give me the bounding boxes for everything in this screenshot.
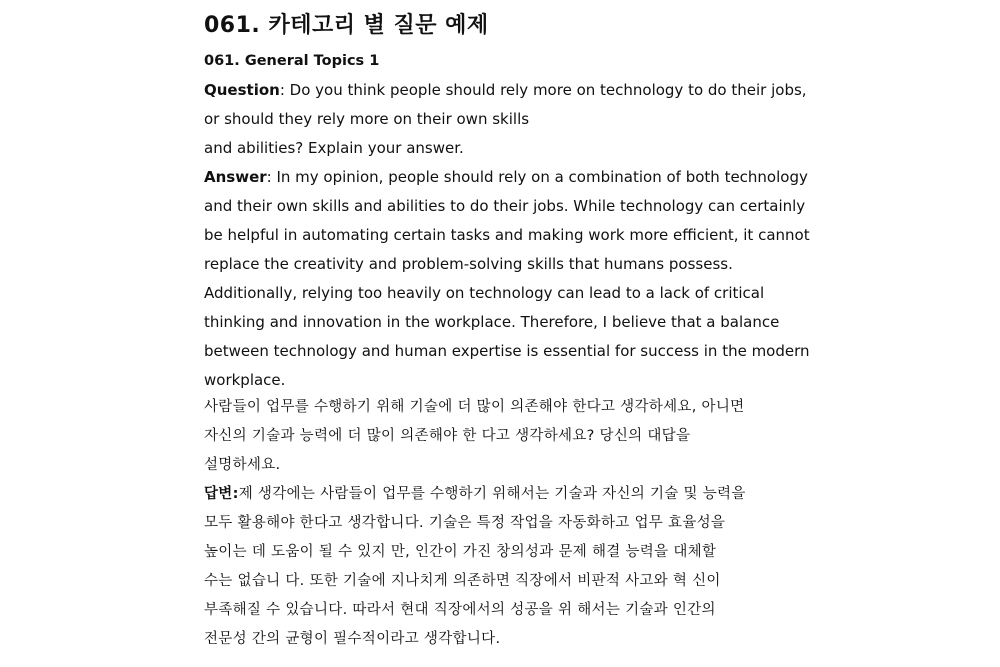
answer-line: and their own skills and abilities to do their jobs. While technology can certainly <box>204 197 806 215</box>
question-line: and abilities? Explain your answer. <box>204 139 464 157</box>
korean-answer-line: 수는 없습니 다. 또한 기술에 지나치게 의존하면 직장에서 비판적 사고와 혁 신이 <box>204 573 721 589</box>
answer-line: replace the creativity and problem-solving skills that humans possess. <box>204 255 733 273</box>
question-line: or should they rely more on their own skills <box>204 110 530 128</box>
answer-line: workplace. <box>204 371 286 389</box>
answer-label: Answer <box>204 168 267 186</box>
answer-line: be helpful in automating certain tasks and making work more efficient, it cannot <box>204 226 810 244</box>
korean-answer-line: 부족해질 수 있습니다. 따라서 현대 직장에서의 성공을 위 해서는 기술과 인간의 <box>204 602 716 618</box>
page-title: 061. 카테고리 별 질문 예제 <box>204 13 489 38</box>
korean-answer-text: 제 생각에는 사람들이 업무를 수행하기 위해서는 기술과 자신의 기술 및 능력을 <box>238 486 746 502</box>
answer-line: Additionally, relying too heavily on technology can lead to a lack of critical <box>204 284 765 302</box>
question-line <box>204 79 807 101</box>
korean-question-line: 사람들이 업무를 수행하기 위해 기술에 더 많이 의존해야 한다고 생각하세요, 아니면 <box>204 399 745 415</box>
korean-answer-line: 모두 활용해야 한다고 생각합니다. 기술은 특정 작업을 자동화하고 업무 효율성을 <box>204 515 726 531</box>
section-subtitle: 061. General Topics 1 <box>204 53 380 69</box>
answer-line <box>204 166 808 188</box>
korean-answer-line: 전문성 간의 균형이 필수적이라고 생각합니다. <box>204 631 501 647</box>
korean-question-line: 설명하세요. <box>204 457 281 473</box>
korean-answer-line: 높이는 데 도움이 될 수 있지 만, 인간이 가진 창의성과 문제 해결 능력을 대체할 <box>204 544 717 560</box>
question-label: Question <box>204 81 280 99</box>
answer-line: between technology and human expertise is essential for success in the modern <box>204 342 810 360</box>
korean-question-line: 자신의 기술과 능력에 더 많이 의존해야 한 다고 생각하세요? 당신의 대답을 <box>204 428 691 444</box>
answer-line: thinking and innovation in the workplace. Therefore, I believe that a balance <box>204 313 780 331</box>
question-text: : Do you think people should rely more on technology to do their jobs, <box>279 81 807 99</box>
answer-text: : In my opinion, people should rely on a combination of both technology <box>266 168 808 186</box>
korean-answer-line <box>204 483 746 505</box>
korean-answer-label: 답변: <box>204 486 239 502</box>
